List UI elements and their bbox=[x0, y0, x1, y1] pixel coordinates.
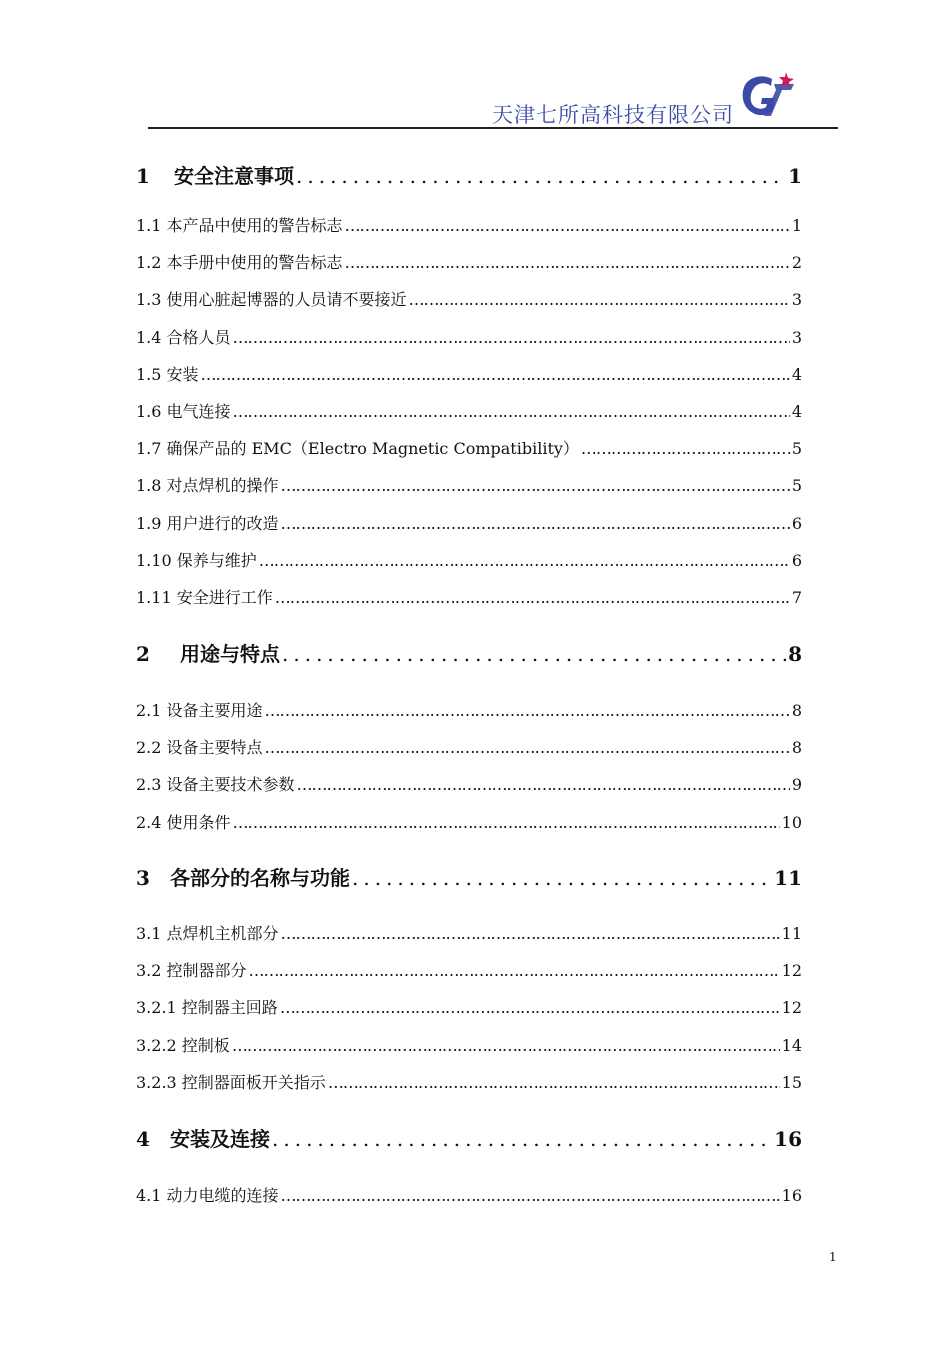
toc-entry[interactable] bbox=[136, 250, 802, 273]
toc-page-number: 3 bbox=[791, 328, 802, 347]
toc-entry[interactable] bbox=[136, 735, 802, 758]
toc-leader bbox=[233, 813, 780, 832]
toc-page-number: 1 bbox=[791, 216, 802, 235]
toc-entry-title: 1.8 对点焊机的操作 bbox=[136, 476, 279, 495]
toc-entry-title: 1.9 用户进行的改造 bbox=[136, 514, 279, 533]
toc-entry[interactable] bbox=[136, 362, 802, 385]
toc-page-number: 7 bbox=[791, 588, 802, 607]
toc-leader bbox=[201, 365, 790, 384]
toc-entry[interactable] bbox=[136, 810, 802, 833]
toc-leader bbox=[281, 1186, 780, 1205]
toc-page-number: 4 bbox=[791, 365, 802, 384]
toc-entry-title: 3.2.2 控制板 bbox=[136, 1036, 230, 1055]
toc-entry-title: 1 安全注意事项 bbox=[136, 164, 294, 188]
toc-entry-title: 1.7 确保产品的 EMC（Electro Magnetic Compatibility） bbox=[136, 439, 579, 458]
toc-entry-title: 1.5 安装 bbox=[136, 365, 199, 384]
toc-page-number: 6 bbox=[791, 551, 802, 570]
toc-leader bbox=[282, 642, 786, 666]
toc-leader bbox=[233, 328, 790, 347]
toc-leader bbox=[345, 216, 790, 235]
toc-page-number: 12 bbox=[781, 998, 802, 1017]
toc-entry[interactable] bbox=[136, 213, 802, 236]
toc-entry[interactable] bbox=[136, 698, 802, 721]
toc-entry[interactable] bbox=[136, 473, 802, 496]
toc-leader bbox=[409, 290, 790, 309]
toc-entry-title: 2.2 设备主要特点 bbox=[136, 738, 263, 757]
toc-page-number: 2 bbox=[791, 253, 802, 272]
toc-entry[interactable] bbox=[136, 436, 802, 459]
toc-entry-title: 1.1 本产品中使用的警告标志 bbox=[136, 216, 343, 235]
toc-entry[interactable] bbox=[136, 772, 802, 795]
toc-page-number: 10 bbox=[781, 813, 802, 832]
toc-entry-title: 1.4 合格人员 bbox=[136, 328, 231, 347]
toc-page-number: 16 bbox=[781, 1186, 802, 1205]
toc-entry-title: 1.10 保养与维护 bbox=[136, 551, 257, 570]
toc-entry-title: 3.2 控制器部分 bbox=[136, 961, 247, 980]
toc-leader bbox=[259, 551, 790, 570]
g7-logo-icon bbox=[738, 70, 798, 122]
toc-page-number: 8 bbox=[791, 738, 802, 757]
toc-leader bbox=[328, 1073, 780, 1092]
toc-entry-title: 3.2.1 控制器主回路 bbox=[136, 998, 278, 1017]
toc-leader bbox=[281, 476, 790, 495]
toc-page-number: 8 bbox=[788, 642, 802, 666]
toc-entry-title: 2.1 设备主要用途 bbox=[136, 701, 263, 720]
toc-page-number: 16 bbox=[774, 1127, 802, 1151]
toc-page-number: 14 bbox=[781, 1036, 802, 1055]
toc-page-number: 15 bbox=[781, 1073, 802, 1092]
toc-leader bbox=[281, 924, 780, 943]
toc-page-number: 11 bbox=[774, 866, 802, 890]
toc-chapter-3[interactable] bbox=[136, 862, 802, 891]
toc-leader bbox=[345, 253, 790, 272]
toc-entry-title: 1.2 本手册中使用的警告标志 bbox=[136, 253, 343, 272]
toc-entry[interactable] bbox=[136, 958, 802, 981]
toc-page-number: 5 bbox=[791, 439, 802, 458]
header-rule bbox=[148, 127, 838, 129]
toc-page-number: 6 bbox=[791, 514, 802, 533]
toc-entry-title: 4 安装及连接 bbox=[136, 1127, 270, 1151]
toc-entry[interactable] bbox=[136, 1183, 802, 1206]
toc-leader bbox=[272, 1127, 772, 1151]
toc-chapter-2[interactable] bbox=[136, 638, 802, 667]
toc-page-number: 3 bbox=[791, 290, 802, 309]
toc-entry[interactable] bbox=[136, 287, 802, 310]
toc-entry[interactable] bbox=[136, 511, 802, 534]
toc-leader bbox=[232, 1036, 780, 1055]
toc-page-number: 8 bbox=[791, 701, 802, 720]
toc-page-number: 1 bbox=[788, 164, 802, 188]
toc-leader bbox=[265, 738, 790, 757]
toc-leader bbox=[275, 588, 790, 607]
toc-entry[interactable] bbox=[136, 548, 802, 571]
toc-entry-title: 2 用途与特点 bbox=[136, 642, 280, 666]
toc-leader bbox=[265, 701, 790, 720]
toc-chapter-1[interactable] bbox=[136, 160, 802, 189]
page-header bbox=[0, 0, 950, 135]
toc-leader bbox=[581, 439, 790, 458]
toc-page-number: 4 bbox=[791, 402, 802, 421]
toc-entry[interactable] bbox=[136, 1033, 802, 1056]
footer-page-number: 1 bbox=[829, 1250, 837, 1264]
toc-page-number: 5 bbox=[791, 476, 802, 495]
company-name: 天津七所高科技有限公司 bbox=[492, 103, 734, 127]
toc-entry-title: 1.11 安全进行工作 bbox=[136, 588, 273, 607]
toc-entry[interactable] bbox=[136, 995, 802, 1018]
toc-leader bbox=[249, 961, 780, 980]
toc-leader bbox=[297, 775, 790, 794]
toc-entry-title: 3.2.3 控制器面板开关指示 bbox=[136, 1073, 326, 1092]
toc-leader bbox=[233, 402, 790, 421]
toc-entry-title: 3 各部分的名称与功能 bbox=[136, 866, 350, 890]
toc-page-number: 12 bbox=[781, 961, 802, 980]
toc-entry[interactable] bbox=[136, 399, 802, 422]
toc-entry[interactable] bbox=[136, 921, 802, 944]
toc-page-number: 11 bbox=[781, 924, 802, 943]
toc-page-number: 9 bbox=[791, 775, 802, 794]
toc-leader bbox=[281, 514, 790, 533]
toc-entry-title: 3.1 点焊机主机部分 bbox=[136, 924, 279, 943]
toc-chapter-4[interactable] bbox=[136, 1123, 802, 1152]
toc-entry-title: 2.4 使用条件 bbox=[136, 813, 231, 832]
toc-entry[interactable] bbox=[136, 1070, 802, 1093]
toc-leader bbox=[280, 998, 780, 1017]
toc-leader bbox=[296, 164, 786, 188]
toc-leader bbox=[352, 866, 772, 890]
toc-entry-title: 1.6 电气连接 bbox=[136, 402, 231, 421]
toc-entry-title: 1.3 使用心脏起博器的人员请不要接近 bbox=[136, 290, 407, 309]
toc-entry-title: 2.3 设备主要技术参数 bbox=[136, 775, 295, 794]
toc-entry-title: 4.1 动力电缆的连接 bbox=[136, 1186, 279, 1205]
toc-entry[interactable] bbox=[136, 325, 802, 348]
toc-entry[interactable] bbox=[136, 585, 802, 608]
